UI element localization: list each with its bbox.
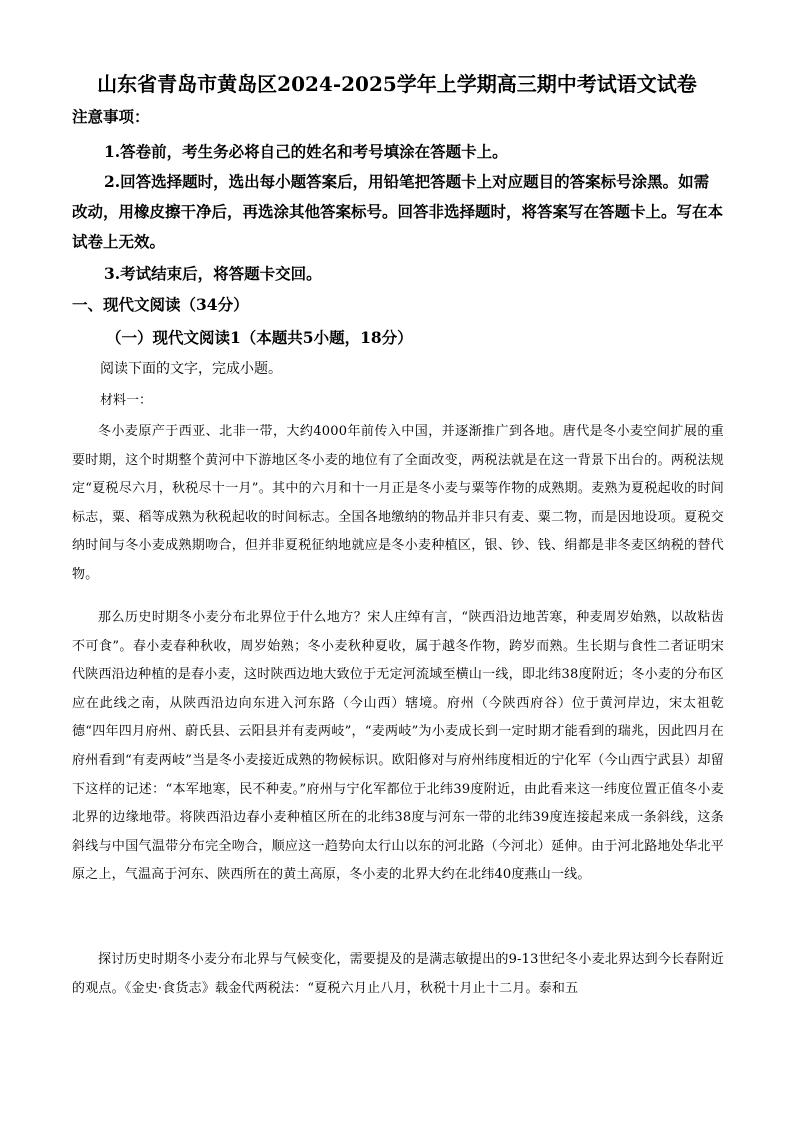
notice-item: 2.回答选择题时，选出每小题答案后，用铅笔把答题卡上对应题目的答案标号涂黑。如需改动，用橡皮擦干净后，再选涂其他答案标号。回答非选择题时，将答案写在答题卡上。写在本试卷上无效。	[72, 172, 724, 251]
passage-paragraph: 探讨历史时期冬小麦分布北界与气候变化，需要提及的是满志敏提出的9-13世纪冬小麦北界达到今长春附近的观点。《金史·食货志》载金代两税法：“夏税六月止八月，秋税十月止十二月。泰和五	[72, 952, 724, 996]
notice-item: 3.考试结束后，将答题卡交回。	[104, 264, 322, 283]
notice-heading: 注意事项：	[72, 107, 150, 126]
material-label: 材料一：	[100, 393, 153, 408]
passage-paragraph: 冬小麦原产于西亚、北非一带，大约4000年前传入中国，并逐渐推广到各地。唐代是冬小麦空间扩展的重要时期，这个时期整个黄河中下游地区冬小麦的地位有了全面改变，两税法就是在这一背景下出台的。两税法规定“夏税尽六月，秋税尽十一月”。其中的六月和十一月正是冬小麦与粟等作物的成熟期。麦熟为夏税起收的时间标志，粟、稻等成熟为秋税起收的时间标志。全国各地缴纳的物品并非只有麦、粟二物，而是因地设项。夏税交纳时间与冬小麦成熟期吻合，但并非夏税征纳地就应是冬小麦种植区，银、钞、钱、绢都是非冬麦区纳税的替代物。	[72, 424, 724, 582]
subsection-heading: （一）现代文阅读1（本题共5小题，18分）	[106, 328, 413, 347]
reading-instruction: 阅读下面的文字，完成小题。	[100, 361, 282, 377]
passage-paragraph: 那么历史时期冬小麦分布北界位于什么地方？宋人庄绰有言，“陕西沿边地苦寒，种麦周岁始熟，以故粘齿不可食”。春小麦春种秋收，周岁始熟；冬小麦秋种夏收，属于越冬作物，跨岁而熟。生长期与食性二者证明宋代陕西沿边种植的是春小麦，这时陕西边地大致位于无定河流域至横山一线，即北纬38度附近；冬小麦的分布区应在此线之南，从陕西沿边向东进入河东路（今山西）辖境。府州（今陕西府谷）位于黄河岸边，宋太祖乾德“四年四月府州、蔚氏县、云阳县并有麦两岐”，“麦两岐”为小麦成长到一定时期才能看到的瑞兆，因此四月在府州看到“有麦两岐”当是冬小麦接近成熟的物候标识。欧阳修对与府州纬度相近的宁化军（今山西宁武县）却留下这样的记述：“本军地寒，民不种麦。”府州与宁化军都位于北纬39度附近，由此看来这一纬度位置正值冬小麦北界的边缘地带。将陕西沿边春小麦种植区所在的北纬38度与河东一带的北纬39度连接起来成一条斜线，这条斜线与中国气温带分布完全吻合，顺应这一趋势向太行山以东的河北路（今河北）延伸。由于河北路地处华北平原之上，气温高于河东、陕西所在的黄土高原，冬小麦的北界大约在北纬40度燕山一线。	[72, 610, 724, 883]
page-title: 山东省青岛市黄岛区2024-2025学年上学期高三期中考试语文试卷	[97, 72, 697, 96]
notice-item: 1.答卷前，考生务必将自己的姓名和考号填涂在答题卡上。	[104, 142, 508, 161]
section-heading: 一、现代文阅读（34分）	[72, 295, 249, 314]
